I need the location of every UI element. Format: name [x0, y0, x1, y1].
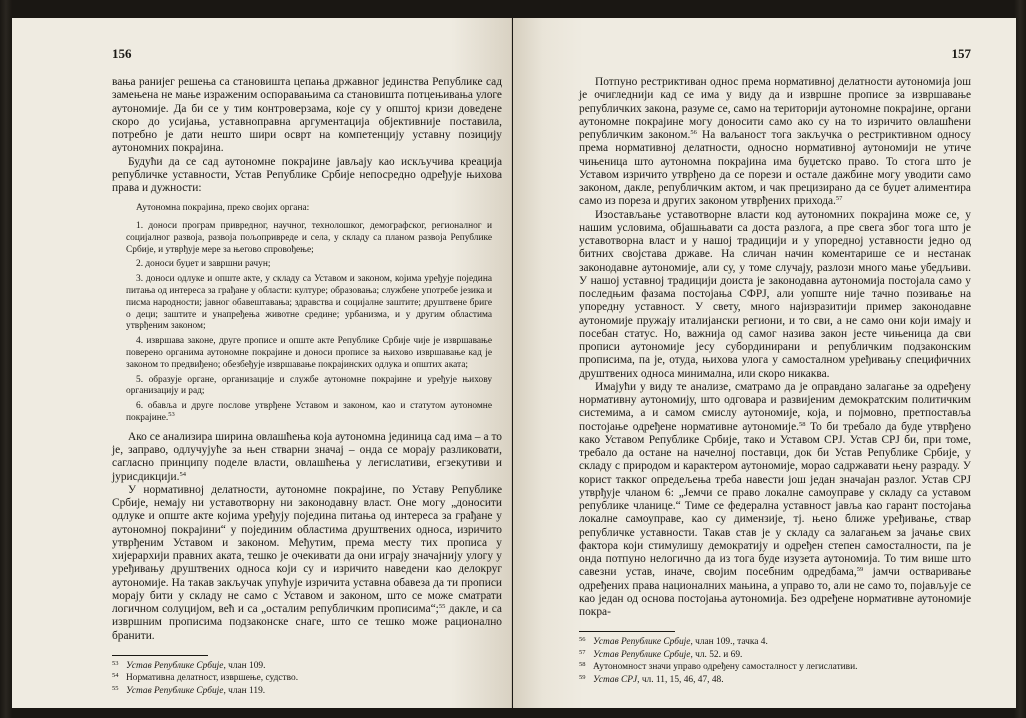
- page-number-left: 156: [112, 46, 132, 61]
- footnote-ref: 55: [438, 603, 446, 611]
- paragraph: Ако се анализира ширина овлашћења која аутономна јединица сад има – а то је, заправо, одлучујуће за њен стварни значај – онда се морају разликовати, сагласно принципу поделе власти, овлашћења у легислативи, егзекутиви и јурисдикцији.$^{54}$: [112, 430, 502, 483]
- paragraph: Будући да се сад аутономне покрајине јављају као искључива креација републичке уставности, Устав Републике Србије непосредно одређује њихова права и дужности:: [112, 155, 502, 194]
- paragraph: Имајући у виду те анализе, сматрамо да је оправдано залагање за одређену нормативну аутономију, што одговара и развијеним демократским политичким системима, а и самом смислу аутономије, која, и појмовно, претпоставља постојање одређене нормативне аутономије.$^{58}$ То би требало да буде утврђено како Уставом Републике Србије, тако и Уставом СРЈ. Устав СРЈ би, при томе, требало да остане на начелној поставци, док би Устав Републике Србије, у складу с природом и карактером аутономије, морао садржавати њену разраду. У корист такког опредељења треба навести још један значајан разлог. Устав СРЈ утврђује чланом 6: „Јемчи се право локалне самоуправе у складу са уставом републике чланице.“ Тиме се федерална уставност јавља као гарант постојања локалне самоуправе, као су димензије, тј. њено ближе уређивање, ствар републичке уставности. Такав став је у складу са залагањем за јачање свих фактора који стимулишу демократију и одређен степен самосталности, па је онда потпуно нелогично да из тога буде изузета аутономија. То тим више што савезни устав, иначе, својим посебним одредбама,$^{59}$ јамчи остваривање одређених права националних мањина, а управо то, али не само то, појављује се као један од основа постојања аутономија. Без одређене нормативне аутономије покра-: [579, 380, 971, 618]
- footnote-ref: 57: [835, 195, 843, 203]
- footnote-rule: [112, 655, 208, 656]
- page-number-right: 157: [951, 46, 971, 61]
- constitution-quote: [126, 203, 492, 425]
- footnote: 57 Устав Републике Србије, чл. 52. и 69.: [579, 648, 743, 660]
- quote-item: 1. доноси програм привредног, научног, технолошког, демографског, регионалног и социјалног развоја, развоја пољопривреде и села, у складу са планом развоја Републике Србије, и утврђује мере за његово спровођење;: [126, 221, 492, 255]
- paragraph: У нормативној делатности, аутономне покрајине, по Уставу Републике Србије, немају ни уставотворну ни законодавну власт. Оне могу „доносити одлуке и опште акте којима уређују поједина питања од интереса за грађане у аутономној покрајини“ у појединим областима друштвених односа, изричито утврђеним Уставом и законом. Међутим, према месту тих прописа у хијерархији правних аката, тешко је очекивати да они играју значајнију улогу у уређивању друштвених односа који су и изричито наведени као делокруг аутономије. На такав закључак упућује изричита уставна обавеза да ти прописи морају бити у складу не само с Уставом и законом, што се може сматрати логичном солуцијом, већ и са „осталим републичким прописима“;$^{55}$ дакле, и са извршним прописима подзаконске снаге, што се тешко може рационално бранити.: [112, 483, 502, 642]
- footnote-rule: [579, 631, 675, 632]
- quote-item: 2. доноси буџет и завршни рачун;: [136, 259, 271, 270]
- quote-heading: Аутономна покрајина, преко својих органа:: [136, 203, 310, 214]
- footnote: 53 Устав Републике Србије, члан 109.: [112, 659, 266, 671]
- left-page-content: [112, 46, 502, 697]
- paragraph: Потпуно рестриктиван однос према нормативној делатности аутономија још је очигледнији кад се има у виду да и извршне прописе за извршавање републичких закона, разуме се, само на територији аутономне покрајине, органи аутономне покрајине могу доносити само ако су на то изричито овлашћени републичким законом.$^{56}$ На ваљаност тога закључка о рестриктивном односу према нормативној делатности, односно нормативној аутономији не утиче чињеница што аутономна покрајина има буџетско право. То стога што је Уставом изричито утврђено да се порези и остале дажбине могу уводити само законом, дакле, републичким актом, и чак прецизирано да се буџет алиментира само из пореза и других законом утврђених прихода.$^{57}$: [579, 76, 971, 208]
- footnote-ref: 59: [856, 566, 864, 574]
- right-page-content: [579, 46, 971, 686]
- right-page: [513, 18, 1016, 708]
- footnote-ref: 53: [168, 411, 175, 418]
- quote-item: 3. доноси одлуке и опште акте, у складу са Уставом и законом, којима уређује поједина питања од интереса за грађане у области: културе; образовања; службене употребе језика и писма народности; јавног обавештавања; здравства и социјалне заштите; друштвене бриге о деци; заштите и унапређења животне средине; урбанизма, и у другим областима утврђеним законом;: [126, 274, 492, 332]
- footnote: 56 Устав Републике Србије, члан 109., тачка 4.: [579, 636, 768, 648]
- quote-item: 4. извршава законе, друге прописе и опште акте Републике Србије чије је извршавање поверено органима аутономне покрајине и доноси прописе за њихово извршавање кад је законом то предвиђено; обезбеђује извршавање покрајинских одлука и општих аката;: [126, 336, 492, 370]
- footnote: 58 Аутономност значи управо одређену самосталност у легислативи.: [579, 661, 858, 673]
- paragraph: вања ранијег решења са становишта цепања државног јединства Републике сад замењена не мање израженим оспоравањима са становишта потцењивања улоге аутономије. Да би се у тим контроверзама, које су у општој кризи доведене скоро до усијања, уставноправна аргументација објективније поставила, потребно је дати нешто шири осврт на компетенцију уставну позицију аутономних покрајина.: [112, 76, 502, 155]
- paragraph: Изостављање уставотворне власти код аутономних покрајина може се, у нашим условима, објашњавати са доста разлога, а пре свега због тога што је уставотворна власт и у нашој традицији и у упоредној уставности једно од битних својстава државе. На сличан начин коментарише се и нестанак законодавне аутономије, али су, у томе случају, разлози много мање убедљиви. У нашој уставној традицији доиста је законодавна аутономија постојала само у последњим фазама постојања СФРЈ, али уопште није тачно позивање на упоредну уставност. У свету, много најизразитији пример законодавне аутономије пружају италијански региони, и то сви, а не само они који имају и посебан статус. Но, важнија од самог назива закон јесте чињеница да сви прописи аутономије јесу субординирани и републичким подзаконским прописима, па је, отуда, њихова улога у самосталном уређивању специфичних друштвених односа минимална, или скоро никаква.: [579, 208, 971, 380]
- footnote: 59 Устав СРЈ, чл. 11, 15, 46, 47, 48.: [579, 673, 724, 685]
- footnote-ref: 58: [798, 420, 806, 428]
- quote-item: 6. обавља и друге послове утврђене Уставом и законом, као и статутом аутономне покрајине.$^{53}$: [126, 401, 492, 423]
- footnote-ref: 56: [690, 129, 697, 136]
- footnote: 55 Устав Републике Србије, члан 119.: [112, 684, 266, 696]
- left-page: [12, 18, 512, 708]
- footnote-ref: 54: [179, 470, 186, 478]
- quote-item: 5. образује органе, организације и службе аутономне покрајине и уређује њихову организацију и рад;: [126, 374, 492, 397]
- footnote: 54 Нормативна делатност, извршење, судство.: [112, 672, 299, 684]
